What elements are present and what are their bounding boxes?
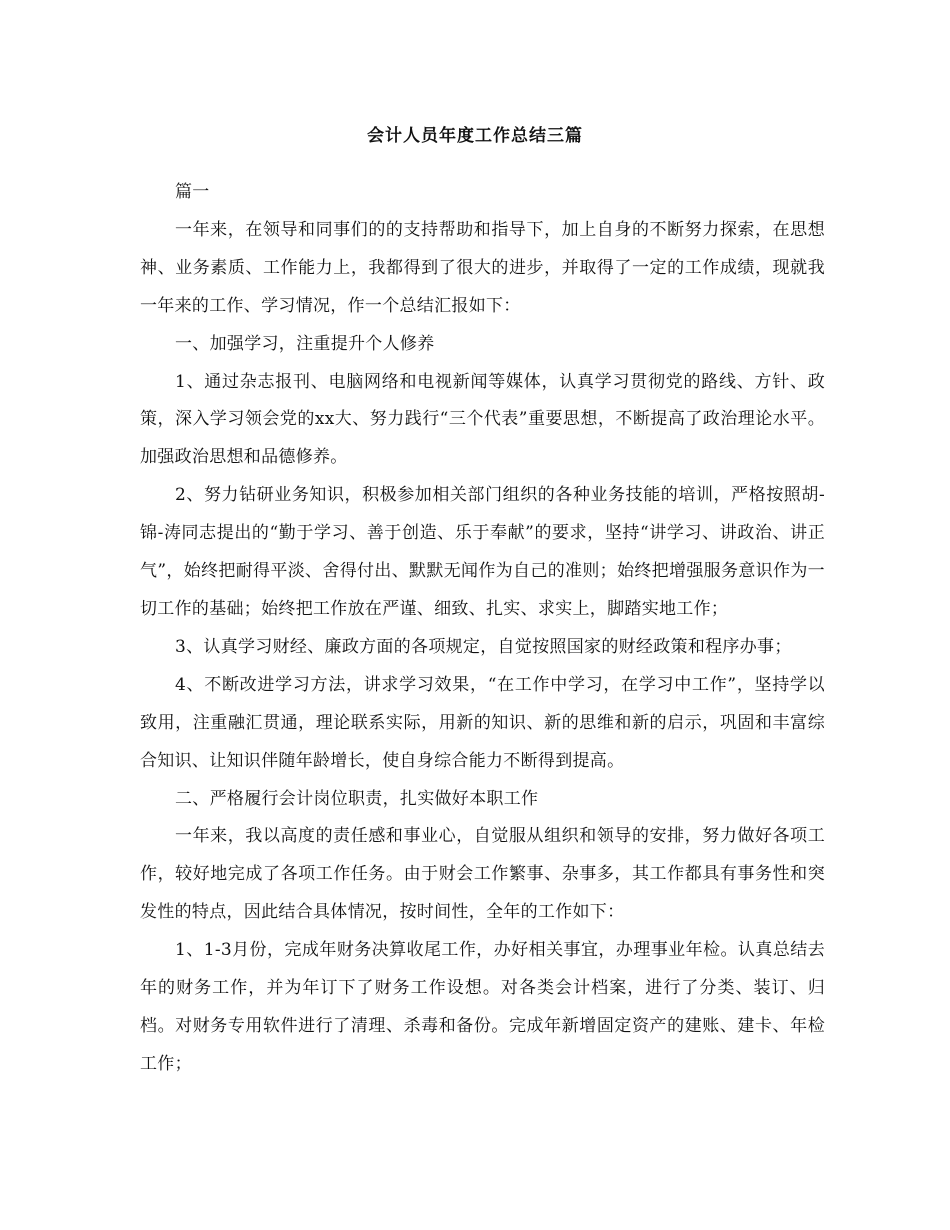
paragraph-item-4: 4、不断改进学习方法，讲求学习效果，“在工作中学习，在学习中工作”，坚持学以致用，注重融汇贯通，理论联系实际，用新的知识、新的思维和新的启示，巩固和丰富综合知识、让知识伴随年龄增长，使自身综合能力不断得到提高。: [140, 674, 825, 771]
section-heading-duties: 二、严格履行会计岗位职责，扎实做好本职工作: [175, 788, 539, 809]
document-body: [140, 174, 825, 1084]
paragraph-item-2: 2、努力钻研业务知识，积极参加相关部门组织的各种业务技能的培训，严格按照胡-锦-涛同志提出的“勤于学习、善于创造、乐于奉献”的要求，坚持“讲学习、讲政治、讲正气”，始终把耐得平淡、舍得付出、默默无闻作为自己的准则；始终把增强服务意识作为一切工作的基础；始终把工作放在严谨、细致、扎实、求实上，脚踏实地工作；: [140, 485, 825, 619]
section-heading-study: 一、加强学习，注重提升个人修养: [175, 333, 435, 354]
document-title: 会计人员年度工作总结三篇: [367, 126, 583, 146]
paragraph-month-1-3: 1、1-3月份，完成年财务决算收尾工作，办好相关事宜，办理事业年检。认真总结去年的财务工作，并为年订下了财务工作设想。对各类会计档案，进行了分类、装订、归档。对财务专用软件进行了清理、杀毒和备份。完成年新增固定资产的建账、建卡、年检工作；: [140, 940, 825, 1074]
paragraph-item-3: 3、认真学习财经、廉政方面的各项规定，自觉按照国家的财经政策和程序办事；: [175, 636, 792, 657]
duties-intro-paragraph: 一年来，我以高度的责任感和事业心，自觉服从组织和领导的安排，努力做好各项工作，较好地完成了各项工作任务。由于财会工作繁事、杂事多，其工作都具有事务性和突发性的特点，因此结合具体情况，按时间性，全年的工作如下：: [140, 826, 825, 923]
intro-paragraph: 一年来，在领导和同事们的的支持帮助和指导下，加上自身的不断努力探索，在思想神、业务素质、工作能力上，我都得到了很大的进步，并取得了一定的工作成绩，现就我一年来的工作、学习情况，作一个总结汇报如下：: [140, 219, 825, 316]
section-heading-part-one: 篇一: [175, 182, 210, 202]
paragraph-item-1: 1、通过杂志报刊、电脑网络和电视新闻等媒体，认真学习贯彻党的路线、方针、政策，深入学习领会党的xx大、努力践行“三个代表”重要思想，不断提高了政治理论水平。加强政治思想和品德修养。: [140, 371, 825, 468]
